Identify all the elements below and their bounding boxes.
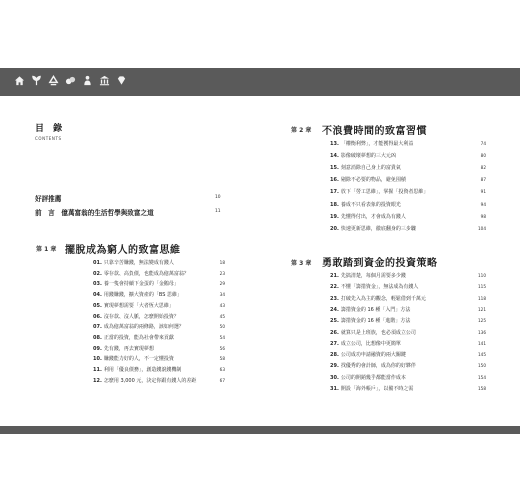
entry-number: 18. [330,201,339,208]
entry-title: 零存款、高負債，也能成為億萬富翁？ [103,270,189,277]
entry-number: 21. [330,273,339,279]
preface-item[interactable]: 好評推薦 [35,195,62,203]
entry-title: 開設「海外帳戶」，以備不時之需 [340,386,414,392]
entry-page: 125 [478,318,486,324]
toc-entry[interactable] [93,378,196,384]
entry-page: 110 [478,273,486,278]
entry-number: 20. [330,225,339,232]
entry-title: 成立公司，比想像中更簡單 [340,340,401,347]
entry-page: 91 [480,189,486,195]
entry-page: 45 [219,313,225,319]
entry-number: 16. [330,177,339,184]
bank-icon [99,75,110,86]
toc-entry[interactable] [330,273,406,279]
entry-title: 養一隻會持續下金蛋的「金鵝母」 [103,281,179,288]
toc-entry[interactable] [330,296,426,302]
entry-number: 03. [93,281,102,288]
entry-page: 104 [478,225,486,231]
toc-entry[interactable] [330,177,406,183]
toc-entry[interactable] [330,214,406,220]
entry-title: 賺錢能力好的人，不一定懂投資 [103,356,174,363]
toc-entry[interactable] [93,356,174,362]
entry-page: 43 [219,302,225,308]
entry-number: 06. [93,313,102,320]
entry-title: 籌措資金的 16 種「進階」方法 [340,318,411,325]
person-icon [82,75,93,86]
toc-title: 目 錄 [35,124,66,134]
toc-entry[interactable] [93,346,154,352]
toc-subtitle: CONTENTS [35,136,62,141]
header-icons [14,75,127,86]
toc-entry[interactable] [330,284,418,290]
entry-page: 29 [219,281,225,287]
toc-entry[interactable] [330,341,401,347]
diamond-icon [116,75,127,86]
entry-page: 121 [478,306,486,312]
plant-icon [31,75,42,86]
entry-title: 刻意消除自己身上的富貴氣 [340,165,401,172]
entry-number: 26. [330,329,339,336]
entry-number: 15. [330,165,339,172]
toc-entry[interactable] [330,202,401,208]
toc-entry[interactable] [330,226,416,232]
entry-title: 只靠辛苦賺錢，無法變成有錢人 [103,260,174,266]
toc-entry[interactable] [93,367,181,373]
entry-number: 17. [330,189,339,196]
toc-entry[interactable] [93,281,179,287]
footer-band [0,426,520,434]
entry-number: 19. [330,213,339,220]
entry-number: 11. [93,367,102,373]
entry-title: 先有錢，再去實現夢想 [103,345,154,352]
entry-page: 158 [478,386,486,391]
toc-entry[interactable] [330,330,416,336]
preface-page: 11 [215,209,221,214]
entry-number: 09. [93,345,102,352]
entry-page: 150 [478,363,486,369]
toc-entry[interactable] [93,324,184,330]
coins-icon [65,75,76,86]
entry-page: 94 [480,201,486,207]
entry-title: 打破先入為主的觀念，輕鬆借到千萬元 [340,295,426,302]
entry-title: 怎麼用 3,000 元，決定你跟有錢人的差距 [103,377,197,384]
entry-number: 04. [93,292,102,299]
entry-page: 141 [478,340,486,346]
entry-page: 154 [478,374,486,380]
toc-entry[interactable] [93,292,182,298]
entry-page: 54 [219,334,225,340]
toc-entry[interactable] [330,318,410,324]
toc-entry[interactable] [93,271,189,277]
entry-number: 29. [330,363,339,370]
entry-title: 成為億萬富翁的兩條路，該如何選？ [103,324,184,331]
entry-title: 正當的投資，能為社會帶來貢獻 [103,334,174,341]
entry-number: 07. [93,324,102,331]
entry-number: 31. [330,386,339,392]
toc-entry[interactable] [93,335,174,341]
entry-page: 115 [478,284,486,290]
entry-title: 先搞清楚，每個月需要多少錢 [340,273,406,279]
entry-title: 實現夢想需要「大者恆大思維」 [103,302,174,309]
entry-page: 74 [480,141,486,146]
preface-item[interactable]: 前 言 億萬富翁的生活哲學與致富之道 [35,209,154,217]
entry-title: 不懂「籌措資金」，無法成為有錢人 [340,284,419,291]
entry-number: 27. [330,340,339,347]
entry-number: 08. [93,334,102,341]
recycle-icon [48,75,59,86]
entry-page: 50 [219,324,225,330]
entry-title: 先懂得付出，才會成為有錢人 [340,213,406,220]
entry-page: 56 [219,345,225,351]
toc-entry[interactable] [93,314,179,320]
toc-entry[interactable] [93,260,174,266]
entry-page: 67 [219,377,225,383]
entry-page: 118 [478,295,486,301]
entry-number: 02. [93,270,102,277]
toc-entry[interactable] [330,375,406,381]
entry-number: 25. [330,318,339,325]
entry-title: 用錢賺錢，擴大資產的「BS 思維」 [103,292,182,299]
entry-title: 沒存款、沒人脈，怎麼開始投資？ [103,313,179,320]
house-icon [14,75,25,86]
entry-page: 18 [219,260,225,265]
entry-page: 23 [219,270,225,276]
entry-page: 80 [480,153,486,159]
entry-number: 22. [330,284,339,291]
entry-title: 放下「勞工思維」，掌握「投資者思維」 [340,189,429,196]
entry-title: 公司的開銷幾乎都能當作成本 [340,374,406,381]
entry-page: 87 [480,177,486,183]
chapter-title[interactable]: 不浪費時間的致富習慣 [322,126,427,137]
toc-entry[interactable] [330,189,428,195]
entry-page: 34 [219,292,225,298]
entry-title: 快速更新思維，徹底翻身的三步驟 [340,225,416,232]
chapter-number: 第 3 章 [291,260,312,267]
entry-title: 「權衡利弊」，才能獲得最大利益 [340,141,414,147]
entry-title: 公司成功申請融資的兩大關鍵 [340,352,406,359]
entry-page: 145 [478,352,486,358]
toc-heading [35,121,65,141]
entry-title: 養成不只看表象的投資眼光 [340,201,401,208]
chapter-title[interactable]: 擺脫成為窮人的致富思維 [65,245,181,256]
toc-entry[interactable] [330,352,406,358]
entry-page: 82 [480,165,486,171]
toc-entry[interactable] [330,386,413,392]
entry-number: 10. [93,356,102,363]
chapter-number: 第 1 章 [36,246,57,253]
entry-number: 23. [330,295,339,302]
entry-number: 13. [330,141,339,147]
entry-number: 05. [93,302,102,309]
chapter-title[interactable]: 勇敢踏到資金的投資策略 [322,258,438,269]
toc-entry[interactable] [330,363,416,369]
entry-number: 01. [93,260,102,266]
entry-title: 利用「優良債務」，創造錢滾錢機制 [103,367,182,373]
entry-page: 58 [219,356,225,362]
entry-title: 籌措資金的 16 種「入門」方法 [340,306,411,313]
entry-title: 就算只是上班族，也必須成立公司 [340,329,416,336]
entry-page: 63 [219,367,225,372]
entry-page: 98 [480,213,486,219]
entry-page: 136 [478,329,486,335]
toc-entry[interactable] [330,307,410,313]
toc-entry[interactable] [93,303,174,309]
preface-page: 10 [215,195,221,200]
entry-title: 剔除不必要的物品，避免囤積 [340,177,406,184]
entry-number: 14. [330,153,339,160]
entry-title: 影像破壞夢想的三大元凶 [340,153,396,160]
toc-entry[interactable] [330,153,396,159]
chapter-number: 第 2 章 [291,127,312,134]
entry-number: 12. [93,377,102,384]
entry-number: 24. [330,306,339,313]
entry-title: 找優秀的會計師，成為你的好夥伴 [340,363,416,370]
toc-entry[interactable] [330,165,401,171]
entry-number: 28. [330,352,339,359]
entry-number: 30. [330,374,339,381]
toc-entry[interactable] [330,141,413,147]
